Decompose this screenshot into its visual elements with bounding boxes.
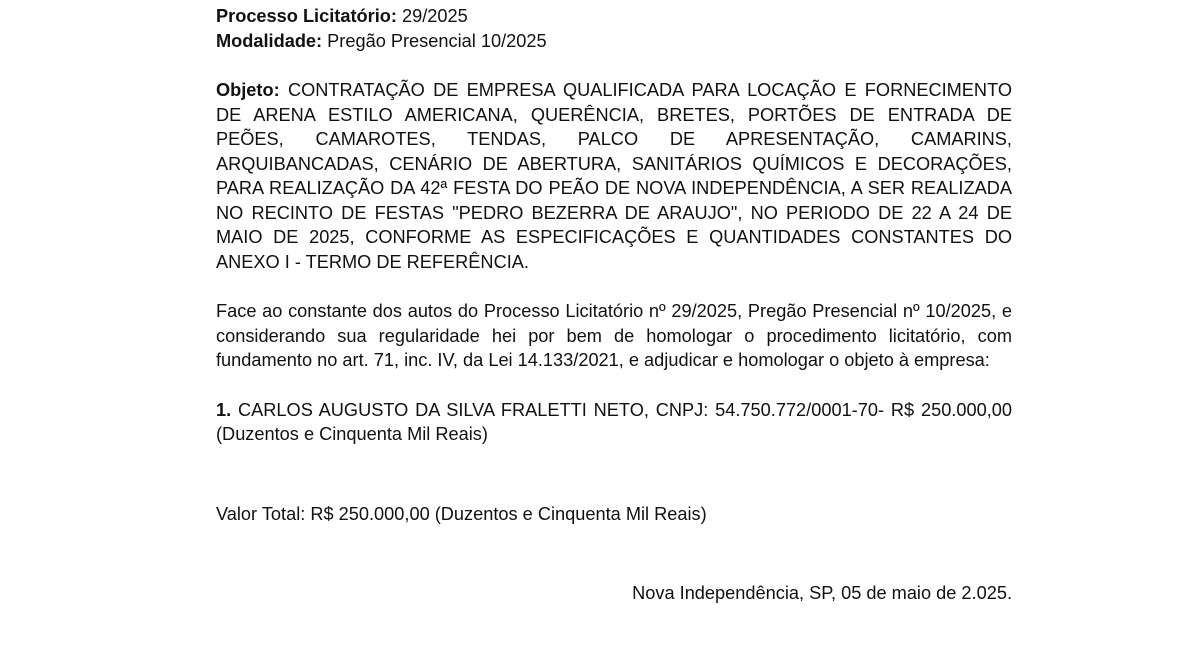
objeto-label: Objeto: — [216, 80, 280, 100]
empresa-text: CARLOS AUGUSTO DA SILVA FRALETTI NETO, CNPJ: 54.750.772/0001-70- R$ 250.000,00 (Duzentos e Cinquenta Mil Reais) — [216, 399, 1012, 444]
modalidade-label: Modalidade: — [216, 30, 323, 51]
document — [216, 4, 1012, 606]
local-data: Nova Independência, SP, 05 de maio de 2.025. — [632, 583, 1012, 603]
processo-line — [216, 4, 1012, 29]
modalidade-line — [216, 29, 1012, 54]
objeto-text: CONTRATAÇÃO DE EMPRESA QUALIFICADA PARA LOCAÇÃO E FORNECIMENTO DE ARENA ESTILO AMERICANA, QUERÊNCIA, BRETES, PORTÕES DE ENTRADA DE PEÕES, CAMAROTES, TENDAS, PALCO DE APRESENTAÇÃO, CAMARINS, ARQUIBANCADAS, CENÁRIO DE ABERTURA, SANITÁRIOS QUÍMICOS E DECORAÇÕES, PARA REALIZAÇÃO DA 42ª FESTA DO PEÃO DE NOVA INDEPENDÊNCIA, A SER REALIZADA NO RECINTO DE FESTAS "PEDRO BEZERRA DE ARAUJO", NO PERIODO DE 22 A 24 DE MAIO DE 2025, CONFORME AS ESPECIFICAÇÕES E QUANTIDADES CONSTANTES DO ANEXO I - TERMO DE REFERÊNCIA. — [216, 80, 1012, 272]
objeto-paragraph — [216, 78, 1012, 274]
valor-total: Valor Total: R$ 250.000,00 (Duzentos e Cinquenta Mil Reais) — [216, 503, 707, 524]
processo-value: 29/2025 — [401, 6, 468, 26]
empresa-item — [216, 398, 1012, 447]
processo-label: Processo Licitatório: — [216, 6, 397, 26]
modalidade-value: Pregão Presencial 10/2025 — [327, 30, 547, 51]
empresa-number: 1. — [216, 399, 232, 420]
homologacao-paragraph: Face ao constante dos autos do Processo Licitatório nº 29/2025, Pregão Presencial nº 10/2025, e considerando sua regularidade hei por bem de homologar o procedimento licitatório, com fundamento no art. 71, inc. IV, da Lei 14.133/2021, e adjudicar e homologar o objeto à empresa: — [216, 301, 1012, 370]
